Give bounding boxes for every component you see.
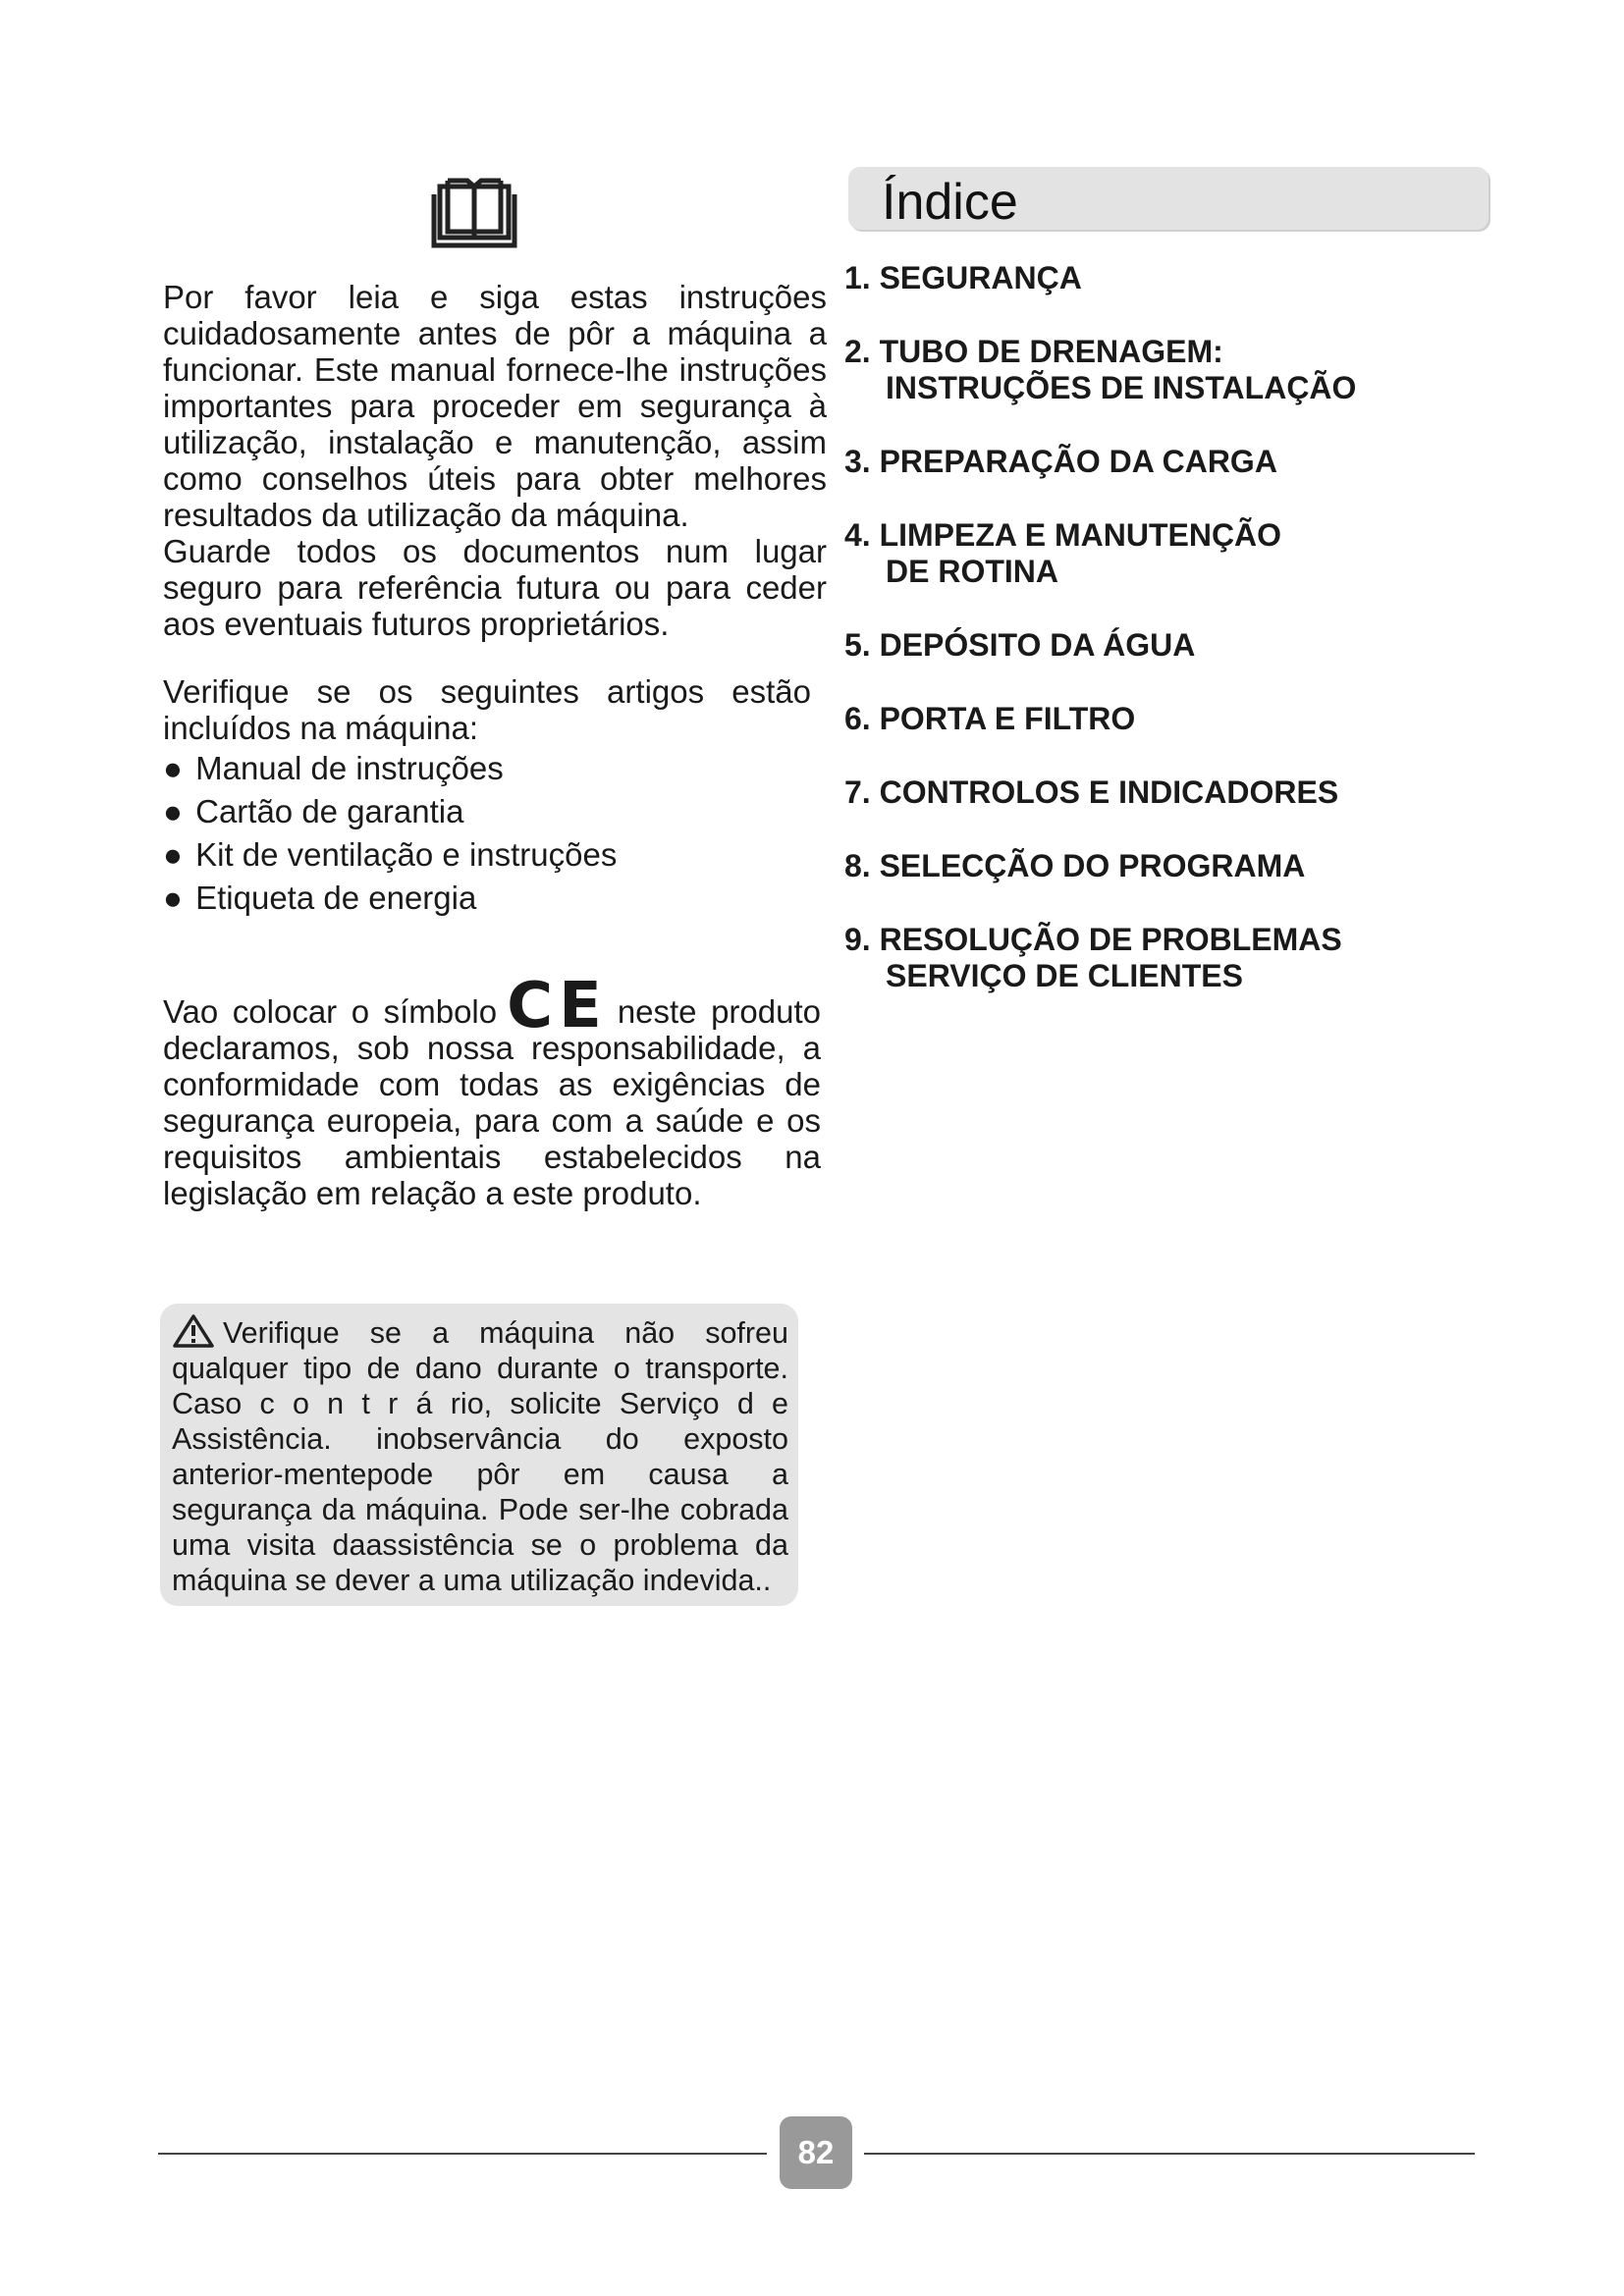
toc-item-label: 1. SEGURANÇA: [844, 260, 1082, 295]
toc-item-label: 2. TUBO DE DRENAGEM:: [844, 334, 1223, 369]
index-title: Índice: [882, 174, 1018, 231]
ce-mark-icon: CE: [507, 970, 608, 1042]
ce-declaration: [163, 970, 821, 1211]
list-item: [163, 880, 811, 916]
list-item-label: Cartão de garantia: [195, 793, 464, 829]
toc-item-label: 9. RESOLUÇÃO DE PROBLEMAS: [844, 922, 1342, 957]
toc-item-sublabel: DE ROTINA: [886, 554, 1058, 589]
toc-item-label: 6. PORTA E FILTRO: [844, 701, 1136, 736]
toc-item: [844, 848, 1532, 884]
toc-item-label: 5. DEPÓSITO DA ÁGUA: [844, 627, 1196, 663]
ce-text-after: neste produto declaramos, sob nossa responsabilidade, a conformidade com todas as exigências de segurança europeia, para com a saúde e os requisitos ambientais estabelecidos na legislação em relação a este produto.: [163, 993, 821, 1211]
toc-item-label: 8. SELECÇÃO DO PROGRAMA: [844, 848, 1306, 883]
footer-divider-left: [158, 2153, 767, 2155]
table-of-contents: [844, 260, 1532, 1032]
bullet-icon: ●: [163, 880, 183, 916]
footer-divider-right: [864, 2153, 1475, 2155]
ce-paragraph: [163, 970, 821, 1211]
intro-text: [163, 279, 827, 642]
list-item-label: Manual de instruções: [195, 750, 504, 786]
toc-item-label: 3. PREPARAÇÃO DA CARGA: [844, 444, 1277, 479]
included-items-section: [163, 673, 811, 923]
checklist-intro: Verifique se os seguintes artigos estão incluídos na máquina:: [163, 673, 811, 746]
list-item: [163, 750, 811, 786]
toc-item: [844, 260, 1532, 296]
toc-item-sublabel: SERVIÇO DE CLIENTES: [886, 958, 1243, 993]
list-item-label: Kit de ventilação e instruções: [195, 836, 618, 873]
bullet-icon: ●: [163, 793, 183, 829]
intro-paragraph: Por favor leia e siga estas instruções cuidadosamente antes de pôr a máquina a funcionar. Este manual fornece-lhe instruções importantes para proceder em segurança à utilização, instalação e manutenção, assim como conselhos úteis para obter melhores resultados da utilização da máquina.: [163, 279, 827, 533]
list-item-label: Etiqueta de energia: [195, 880, 477, 916]
toc-item: [844, 922, 1532, 994]
toc-item: [844, 774, 1532, 811]
page-number-badge: 82: [780, 2116, 852, 2189]
warning-paragraph: [172, 1313, 788, 1598]
intro-paragraph: Guarde todos os documentos num lugar seguro para referência futura ou para ceder aos eventuais futuros proprietários.: [163, 533, 827, 642]
index-header: [848, 167, 1489, 230]
warning-text: Verifique se a máquina não sofreu qualquer tipo de dano durante o transporte. Caso c o n t r á rio, solicite Serviço d e Assistência. inobservância do exposto anterior-mentepode pôr em causa a segurança da máquina. Pode ser-lhe cobrada uma visita daassistência se o problema da máquina se dever a uma utilização indevida..: [172, 1316, 788, 1597]
toc-item: [844, 334, 1532, 406]
toc-item-label: 7. CONTROLOS E INDICADORES: [844, 774, 1339, 810]
toc-item-sublabel: INSTRUÇÕES DE INSTALAÇÃO: [886, 370, 1357, 405]
list-item: [163, 793, 811, 829]
included-items-list: [163, 750, 811, 916]
toc-item: [844, 444, 1532, 480]
ce-text-before: Vao colocar o símbolo: [163, 993, 498, 1030]
list-item: [163, 836, 811, 873]
bullet-icon: ●: [163, 750, 183, 786]
toc-item: [844, 627, 1532, 664]
warning-triangle-icon: [172, 1313, 215, 1349]
toc-item: [844, 517, 1532, 590]
bullet-icon: ●: [163, 836, 183, 873]
warning-box: [160, 1304, 798, 1606]
book-icon: [430, 175, 518, 251]
toc-item: [844, 701, 1532, 737]
toc-item-label: 4. LIMPEZA E MANUTENÇÃO: [844, 517, 1282, 553]
